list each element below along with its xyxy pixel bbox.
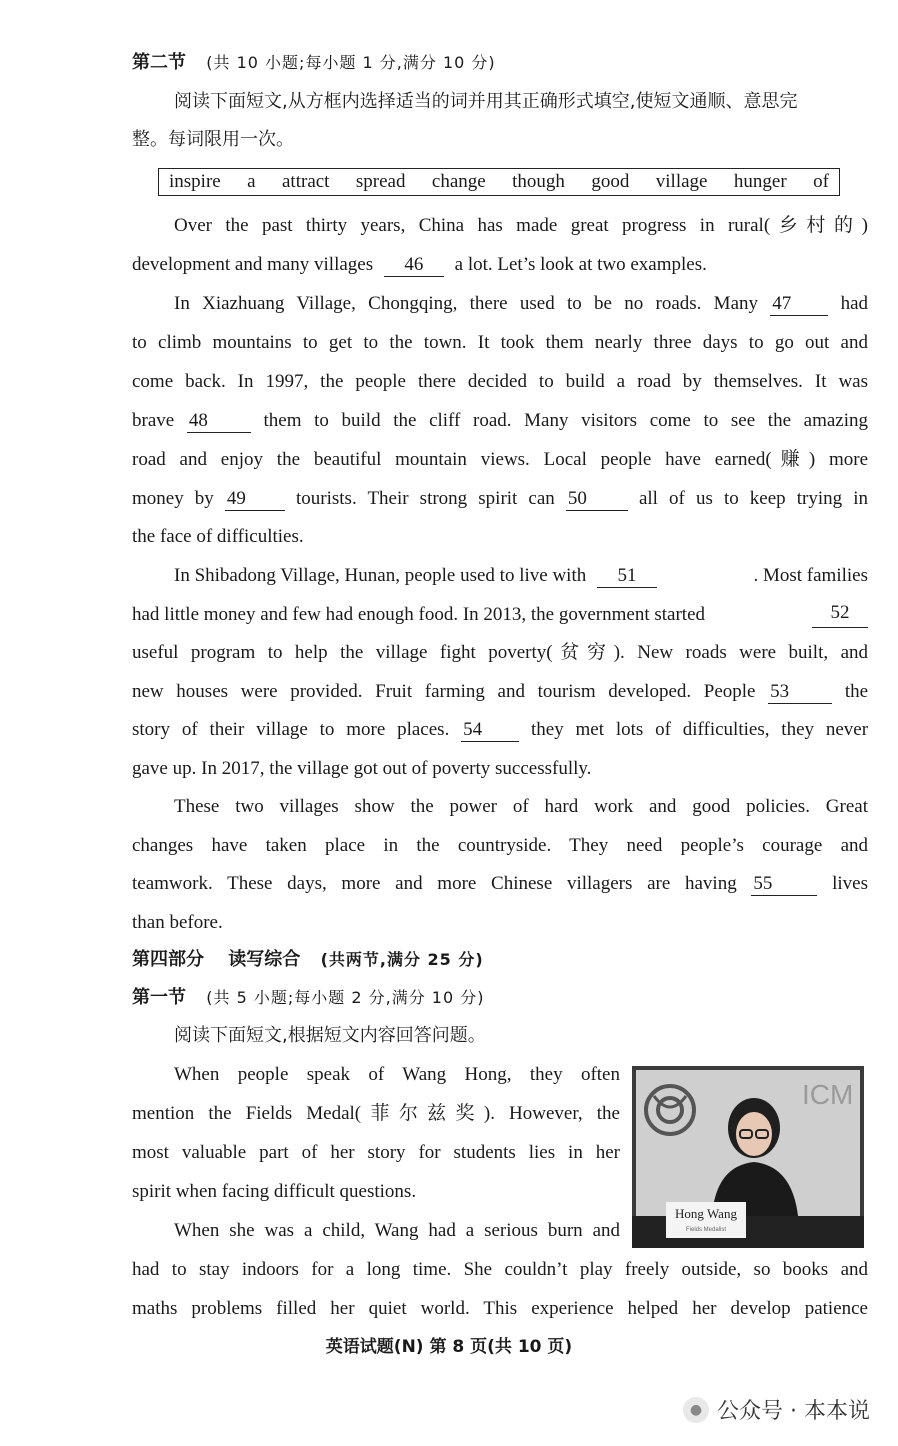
instruction-line: 阅读下面短文,从方框内选择适当的词并用其正确形式填空,使短文通顺、意思完 xyxy=(174,91,798,112)
watermark xyxy=(683,1394,870,1425)
blank-53[interactable]: 53 xyxy=(768,681,832,704)
text: they met lots of difficulties, they never xyxy=(530,719,869,740)
text: brave xyxy=(132,410,175,431)
passage-line xyxy=(132,486,868,512)
passage-line: to climb mountains to get to the town. It took them nearly three days to go out and xyxy=(132,332,868,353)
word-option: inspire xyxy=(169,171,221,192)
word-option: of xyxy=(813,171,829,192)
blank-55[interactable]: 55 xyxy=(751,873,817,896)
passage-line: the face of difficulties. xyxy=(132,526,304,547)
blank-49[interactable]: 49 xyxy=(225,488,285,511)
name-card-text: Hong Wang xyxy=(675,1206,737,1221)
word-option: spread xyxy=(355,171,406,192)
word-option: village xyxy=(655,171,708,192)
passage-line xyxy=(132,408,868,434)
passage-line: than before. xyxy=(132,912,223,933)
text: had little money and few had enough food. In 2013, the government started xyxy=(132,604,706,625)
word-box xyxy=(158,168,840,196)
passage-line: When people speak of Wang Hong, they often xyxy=(174,1064,620,1085)
wechat-icon: ● xyxy=(683,1397,709,1423)
passage-line xyxy=(132,602,868,628)
word-option: hunger xyxy=(733,171,787,192)
passage-line: useful program to help the village fight poverty(贫穷). New roads were built, and xyxy=(132,642,868,663)
passage-line: had to stay indoors for a long time. She couldn’t play freely outside, so books and xyxy=(132,1259,868,1280)
part-title-2: 读写综合 xyxy=(228,949,301,970)
text: . Most families xyxy=(753,565,868,586)
word-option: though xyxy=(512,171,565,192)
passage-line xyxy=(132,717,868,743)
word-option: a xyxy=(247,171,256,192)
passage-line xyxy=(132,679,868,705)
page-footer: 英语试题(N) 第 8 页(共 10 页) xyxy=(325,1337,573,1357)
passage-line xyxy=(132,871,868,897)
text: development and many villages xyxy=(132,254,374,275)
passage-line xyxy=(174,291,868,317)
text: story of their village to more places. xyxy=(132,719,450,740)
text: all of us to keep trying in xyxy=(638,488,869,509)
text: money by xyxy=(132,488,214,509)
icm-logo: ICM xyxy=(802,1079,854,1110)
section-heading xyxy=(132,985,868,1011)
text: teamwork. These days, more and more Chinese villagers are having xyxy=(132,873,737,894)
blank-50[interactable]: 50 xyxy=(566,488,628,511)
part-subtitle: (共两节,满分 25 分) xyxy=(320,950,484,969)
blank-46[interactable]: 46 xyxy=(384,254,444,277)
text: lives xyxy=(832,873,868,894)
word-option: change xyxy=(431,171,486,192)
passage-line: road and enjoy the beautiful mountain views. Local people have earned(赚) more xyxy=(132,449,868,470)
text: a lot. Let’s look at two examples. xyxy=(454,254,707,275)
passage-line: When she was a child, Wang had a serious burn and xyxy=(174,1220,620,1241)
part-title: 第四部分 xyxy=(132,949,204,970)
passage-line: mention the Fields Medal(菲尔兹奖). However, the xyxy=(132,1103,620,1124)
passage-line: come back. In 1997, the people there decided to build a road by themselves. It was xyxy=(132,371,868,392)
passage-line: gave up. In 2017, the village got out of poverty successfully. xyxy=(132,758,592,779)
portrait-illustration xyxy=(632,1066,864,1248)
watermark-text: 公众号 · 本本说 xyxy=(717,1399,870,1424)
text: In Xiazhuang Village, Chongqing, there used to be no roads. Many xyxy=(174,293,759,314)
instruction-line: 阅读下面短文,根据短文内容回答问题。 xyxy=(174,1025,486,1046)
section-heading xyxy=(132,50,868,76)
blank-48[interactable]: 48 xyxy=(187,410,251,433)
text: new houses were provided. Fruit farming and tourism developed. People xyxy=(132,681,756,702)
part-heading xyxy=(132,947,868,973)
section-title: 第一节 xyxy=(132,987,186,1008)
text: the xyxy=(844,681,869,702)
section-subtitle: (共 5 小题;每小题 2 分,满分 10 分) xyxy=(206,988,485,1007)
passage-line xyxy=(174,563,868,589)
passage-line xyxy=(132,252,868,278)
section-subtitle: (共 10 小题;每小题 1 分,满分 10 分) xyxy=(206,53,496,72)
passage-line: changes have taken place in the countryside. They need people’s courage and xyxy=(132,835,868,856)
blank-54[interactable]: 54 xyxy=(461,719,519,742)
blank-51[interactable]: 51 xyxy=(597,565,657,588)
instruction-line: 整。每词限用一次。 xyxy=(132,129,294,150)
text: tourists. Their strong spirit can xyxy=(296,488,555,509)
text: In Shibadong Village, Hunan, people used to live with xyxy=(174,565,587,586)
passage-line: maths problems filled her quiet world. This experience helped her develop patience xyxy=(132,1298,868,1319)
name-card-subtext: Fields Medalist xyxy=(685,1227,727,1233)
passage-line: Over the past thirty years, China has made great progress in rural(乡村的) xyxy=(174,215,868,236)
word-option: attract xyxy=(282,171,330,192)
blank-52[interactable]: 52 xyxy=(812,602,868,628)
section-title: 第二节 xyxy=(132,52,186,73)
blank-47[interactable]: 47 xyxy=(770,293,828,316)
text: had xyxy=(840,293,869,314)
passage-line: These two villages show the power of hard work and good policies. Great xyxy=(174,796,868,817)
passage-line: most valuable part of her story for students lies in her xyxy=(132,1142,620,1163)
passage-line: spirit when facing difficult questions. xyxy=(132,1181,417,1202)
text xyxy=(174,563,657,589)
text: them to build the cliff road. Many visitors come to see the amazing xyxy=(263,410,869,431)
word-option: good xyxy=(591,171,630,192)
portrait-photo xyxy=(632,1066,864,1248)
